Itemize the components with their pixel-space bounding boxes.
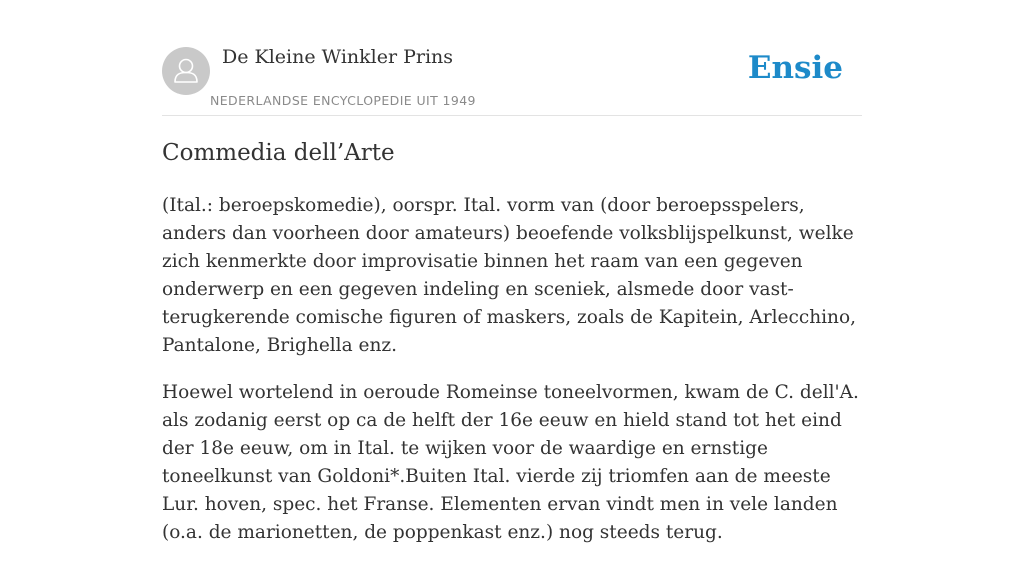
user-icon	[162, 47, 210, 95]
paragraph: Hoewel wortelend in oeroude Romeinse toneelvormen, kwam de C. dell'A. als zodanig eerst op ca de helft der 16e eeuw en hield stand tot het eind der 18e eeuw, om in Ital. te wijken voor de waardige en ernstige toneelkunst van Goldoni*.Buiten Ital. vierde zij triomfen aan de meeste Lur. hoven, spec. het Franse. Elementen ervan vindt men in vele landen (o.a. de marionetten, de poppenkast enz.) nog steeds terug.	[162, 382, 859, 543]
header	[162, 0, 862, 116]
article-title: Commedia dell’Arte	[162, 140, 395, 166]
author-subtitle: NEDERLANDSE ENCYCLOPEDIE UIT 1949	[210, 93, 476, 108]
paragraph: (Ital.: beroepskomedie), oorspr. Ital. vorm van (door beroepsspelers, anders dan voorheen door amateurs) beoefende volksblijspelkunst, welke zich kenmerkte door improvisatie binnen het raam van een gegeven onderwerp en een gegeven indeling en sceniek, alsmede door vast-terugkerende comische figuren of maskers, zoals de Kapitein, Arlecchino, Pantalone, Brighella enz.	[162, 195, 856, 356]
author-name[interactable]: De Kleine Winkler Prins	[222, 46, 454, 68]
site-logo[interactable]: Ensie	[747, 50, 843, 86]
page	[162, 0, 862, 543]
article-body	[162, 192, 862, 566]
avatar[interactable]	[162, 47, 210, 95]
